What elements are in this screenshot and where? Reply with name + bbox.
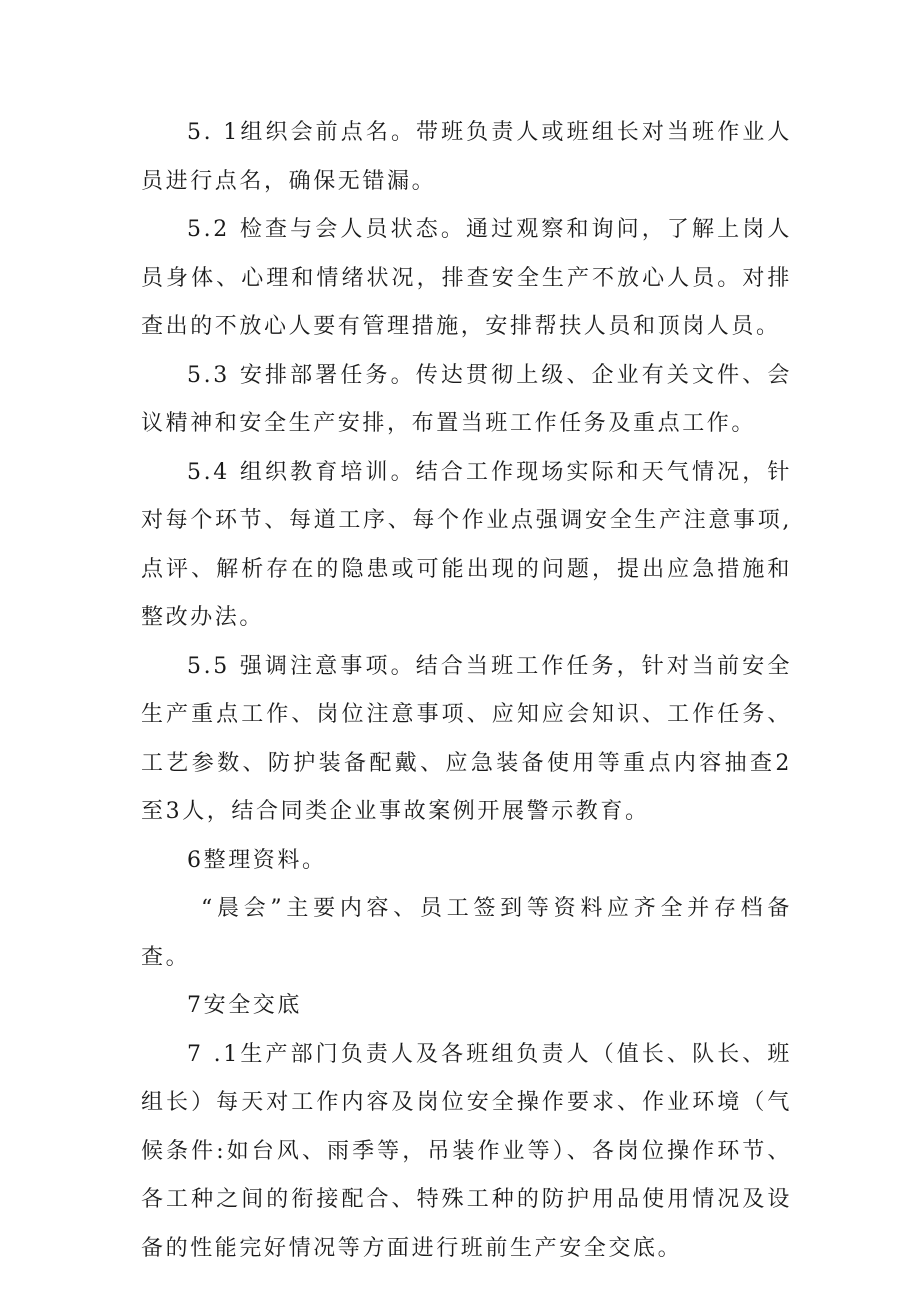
- paragraph-5-1: 5. 1组织会前点名。带班负责人或班组长对当班作业人员进行点名，确保无错漏。: [141, 120, 792, 194]
- paragraph-5-4: 5.4 组织教育培训。结合工作现场实际和天气情况，针对每个环节、每道工序、每个作业点强调安全生产注意事项,点评、解析存在的隐患或可能出现的问题，提出应急措施和整改办法。: [141, 459, 792, 630]
- paragraph-5-5: 5.5 强调注意事项。结合当班工作任务，针对当前安全生产重点工作、岗位注意事项、应知应会知识、工作任务、工艺参数、防护装备配戴、应急装备使用等重点内容抽查2至3人，结合同类企业事故案例开展警示教育。: [141, 653, 792, 824]
- paragraph-7-1: 7 .1生产部门负责人及各班组负责人（值长、队长、班组长）每天对工作内容及岗位安全操作要求、作业环境（气候条件:如台风、雨季等，吊装作业等）、各岗位操作环节、各工种之间的衔接配合、特殊工种的防护用品使用情况及设备的性能完好情况等方面进行班前生产安全交底。: [141, 1041, 792, 1261]
- paragraph-5-3: 5.3 安排部署任务。传达贯彻上级、企业有关文件、会议精神和安全生产安排，布置当班工作任务及重点工作。: [141, 362, 792, 436]
- paragraph-6-body: “晨会”主要内容、员工签到等资料应齐全并存档备查。: [141, 896, 792, 970]
- heading-6-organize-materials: 6整理资料。: [187, 847, 327, 873]
- paragraph-5-2: 5.2 检查与会人员状态。通过观察和询问，了解上岗人员身体、心理和情绪状况，排查安全生产不放心人员。对排查出的不放心人要有管理措施，安排帮扶人员和顶岗人员。: [141, 217, 792, 339]
- heading-7-safety-briefing: 7安全交底: [187, 993, 302, 1018]
